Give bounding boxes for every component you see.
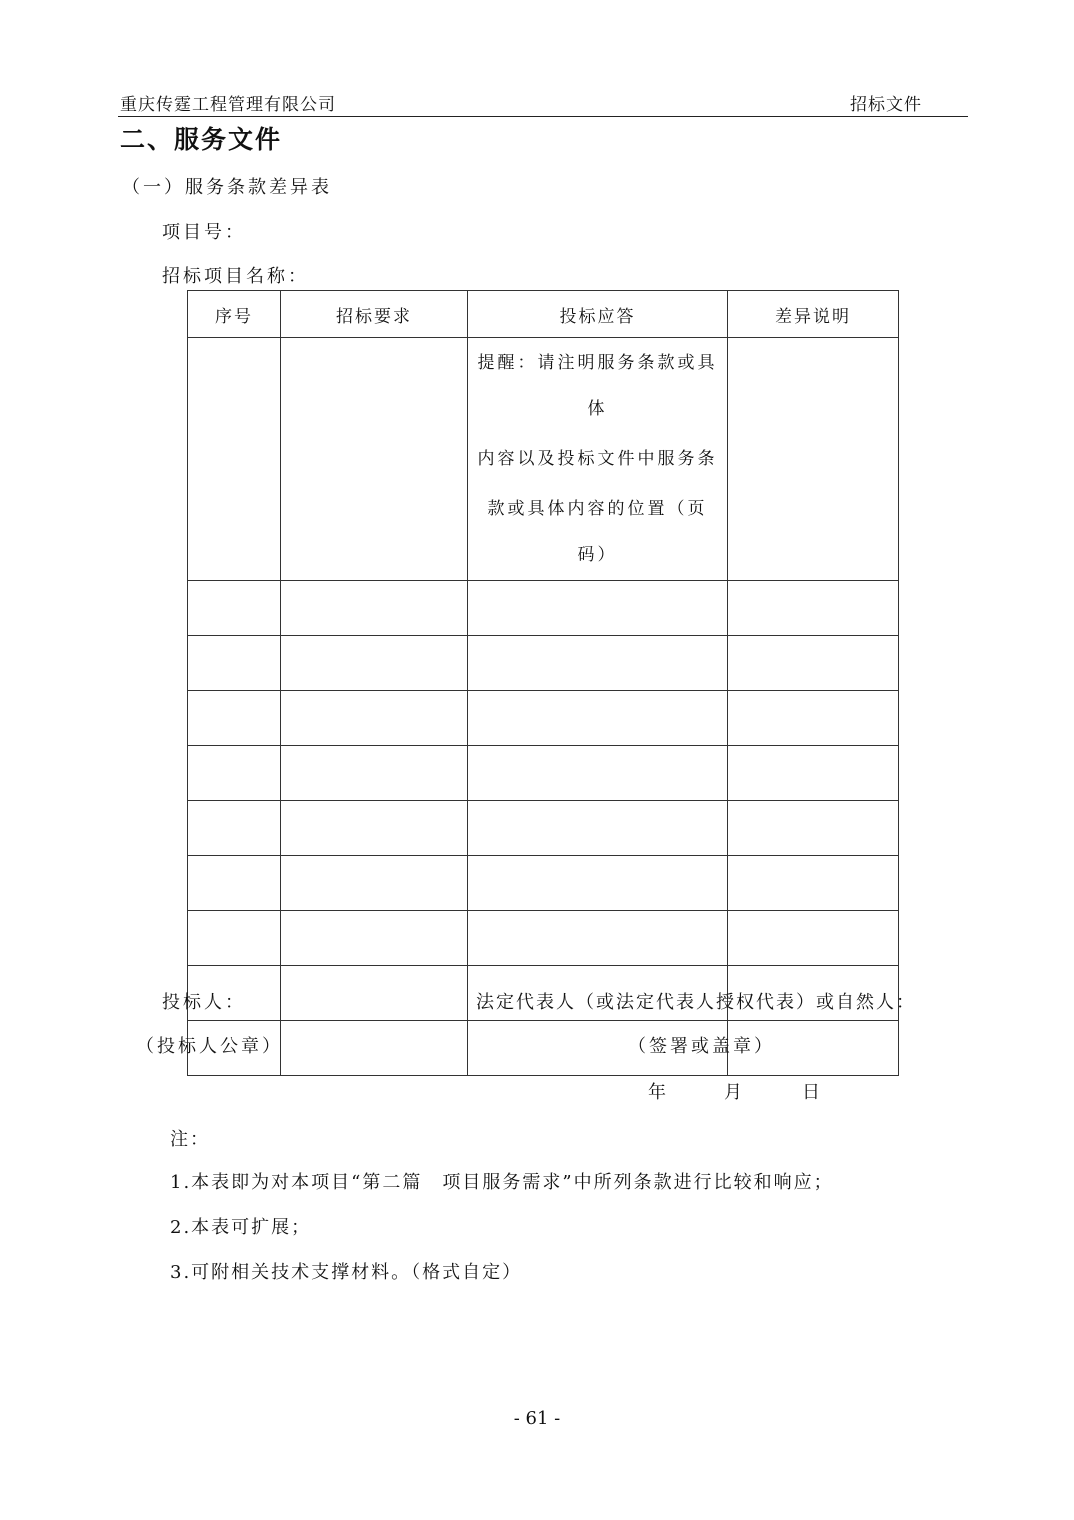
table-cell xyxy=(188,338,281,581)
column-header: 差异说明 xyxy=(728,291,899,338)
table-cell xyxy=(728,691,899,746)
bidder-seal-label: （投标人公章） xyxy=(136,1036,283,1057)
note-item: 2.本表可扩展； xyxy=(170,1217,312,1238)
hint-line: 提醒：请注明服务条款或具体 xyxy=(477,353,718,419)
table-row xyxy=(188,338,899,581)
column-header: 序号 xyxy=(188,291,281,338)
page-number: - 61 - xyxy=(513,1408,561,1429)
hint-line: 款或具体内容的位置（页码） xyxy=(487,499,708,565)
table-cell xyxy=(728,856,899,911)
table-cell xyxy=(468,856,728,911)
header-rule xyxy=(118,116,968,117)
service-terms-difference-table xyxy=(187,290,899,1076)
table-cell xyxy=(188,911,281,966)
table-cell xyxy=(728,581,899,636)
table-cell xyxy=(468,911,728,966)
table-cell xyxy=(468,636,728,691)
section-title: 二、服务文件 xyxy=(120,125,283,154)
signature-label: （签署或盖章） xyxy=(628,1036,775,1057)
table-cell xyxy=(728,338,899,581)
table-cell xyxy=(281,911,468,966)
table-cell xyxy=(281,636,468,691)
legal-representative-label: 法定代表人（或法定代表人授权代表）或自然人： xyxy=(476,992,916,1013)
note-item: 3.可附相关技术支撑材料。（格式自定） xyxy=(170,1262,523,1283)
table-cell xyxy=(728,801,899,856)
table-row xyxy=(188,581,899,636)
table-row xyxy=(188,746,899,801)
table-cell xyxy=(281,691,468,746)
table-cell xyxy=(188,636,281,691)
table-row xyxy=(188,801,899,856)
table-cell xyxy=(468,746,728,801)
table-row xyxy=(188,856,899,911)
date-day-label: 日 xyxy=(802,1082,823,1103)
table-row xyxy=(188,636,899,691)
table-cell xyxy=(281,581,468,636)
hint-line: 内容以及投标文件中服务条 xyxy=(477,449,718,469)
header-doc-type: 招标文件 xyxy=(850,95,922,115)
date-year-label: 年 xyxy=(648,1082,669,1103)
project-no-label: 项目号： xyxy=(162,222,246,243)
project-name-label: 招标项目名称： xyxy=(162,266,309,287)
table-cell xyxy=(188,691,281,746)
table-row xyxy=(188,691,899,746)
table-header-row xyxy=(188,291,899,338)
table-cell xyxy=(468,801,728,856)
table-cell xyxy=(281,856,468,911)
header-company: 重庆传霆工程管理有限公司 xyxy=(120,95,336,115)
table-cell xyxy=(188,581,281,636)
table-cell xyxy=(281,801,468,856)
note-item: 1.本表即为对本项目“第二篇 项目服务需求”中所列条款进行比较和响应； xyxy=(170,1172,834,1193)
table-cell xyxy=(281,338,468,581)
notes-label: 注： xyxy=(170,1129,210,1150)
table-cell xyxy=(188,801,281,856)
table-cell xyxy=(281,746,468,801)
bidder-label: 投标人： xyxy=(162,992,246,1013)
table-cell xyxy=(281,966,468,1021)
table-cell xyxy=(728,911,899,966)
table-row xyxy=(188,1021,899,1076)
subsection-title: （一）服务条款差异表 xyxy=(122,177,332,198)
column-header: 投标应答 xyxy=(468,291,728,338)
table-cell-hint xyxy=(468,338,728,581)
table-cell xyxy=(468,581,728,636)
table-cell xyxy=(728,636,899,691)
table-cell xyxy=(468,691,728,746)
date-month-label: 月 xyxy=(724,1082,745,1103)
table-cell xyxy=(188,856,281,911)
column-header: 招标要求 xyxy=(281,291,468,338)
table-row xyxy=(188,911,899,966)
table-cell xyxy=(281,1021,468,1076)
table-cell xyxy=(728,746,899,801)
table-cell xyxy=(188,746,281,801)
